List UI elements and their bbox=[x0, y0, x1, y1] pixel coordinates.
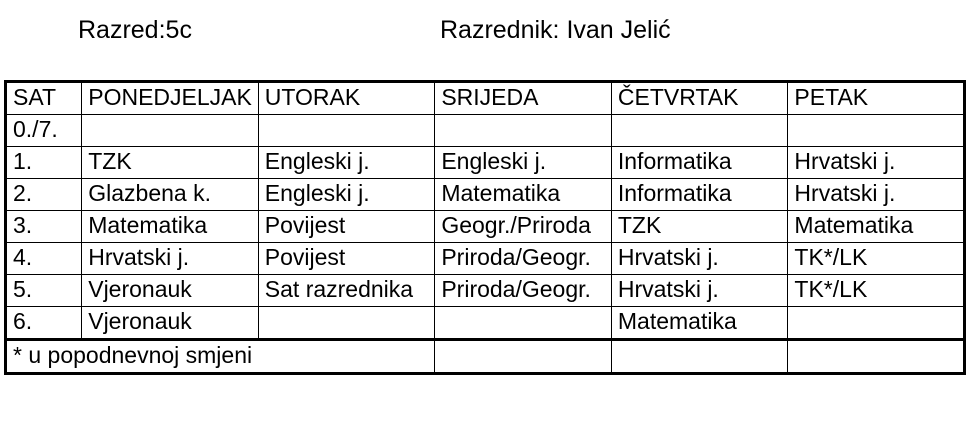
footnote-blank-friday bbox=[788, 340, 965, 374]
column-header-sat: SAT bbox=[6, 82, 82, 115]
footnote-blank-thursday bbox=[611, 340, 788, 374]
cell-tuesday: Engleski j. bbox=[258, 147, 435, 179]
cell-friday: Hrvatski j. bbox=[788, 147, 965, 179]
cell-thursday: TZK bbox=[611, 211, 788, 243]
cell-thursday: Matematika bbox=[611, 307, 788, 340]
footnote-text: * u popodnevnoj smjeni bbox=[6, 340, 435, 374]
table-header-row bbox=[6, 82, 965, 115]
cell-friday: TK*/LK bbox=[788, 243, 965, 275]
column-header-friday: PETAK bbox=[788, 82, 965, 115]
row-hour: 0./7. bbox=[6, 115, 82, 147]
cell-thursday: Informatika bbox=[611, 179, 788, 211]
cell-wednesday: Priroda/Geogr. bbox=[435, 275, 612, 307]
table-row bbox=[6, 115, 965, 147]
cell-friday bbox=[788, 115, 965, 147]
cell-monday: Glazbena k. bbox=[82, 179, 259, 211]
cell-wednesday: Geogr./Priroda bbox=[435, 211, 612, 243]
cell-friday: TK*/LK bbox=[788, 275, 965, 307]
cell-thursday: Hrvatski j. bbox=[611, 243, 788, 275]
table-row bbox=[6, 307, 965, 340]
footnote-row bbox=[6, 340, 965, 374]
row-hour: 2. bbox=[6, 179, 82, 211]
cell-wednesday: Priroda/Geogr. bbox=[435, 243, 612, 275]
table-row bbox=[6, 179, 965, 211]
timetable bbox=[4, 80, 966, 375]
cell-tuesday: Engleski j. bbox=[258, 179, 435, 211]
table-row bbox=[6, 211, 965, 243]
cell-tuesday bbox=[258, 307, 435, 340]
cell-thursday: Hrvatski j. bbox=[611, 275, 788, 307]
cell-monday: Matematika bbox=[82, 211, 259, 243]
cell-monday: Vjeronauk bbox=[82, 275, 259, 307]
cell-wednesday: Engleski j. bbox=[435, 147, 612, 179]
row-hour: 3. bbox=[6, 211, 82, 243]
column-header-wednesday: SRIJEDA bbox=[435, 82, 612, 115]
cell-tuesday bbox=[258, 115, 435, 147]
table-row bbox=[6, 275, 965, 307]
cell-monday: Vjeronauk bbox=[82, 307, 259, 340]
cell-friday: Hrvatski j. bbox=[788, 179, 965, 211]
cell-tuesday: Povijest bbox=[258, 243, 435, 275]
column-header-thursday: ČETVRTAK bbox=[611, 82, 788, 115]
cell-monday: Hrvatski j. bbox=[82, 243, 259, 275]
row-hour: 5. bbox=[6, 275, 82, 307]
cell-friday bbox=[788, 307, 965, 340]
footnote-blank-wednesday bbox=[435, 340, 612, 374]
cell-tuesday: Povijest bbox=[258, 211, 435, 243]
row-hour: 4. bbox=[6, 243, 82, 275]
document-header bbox=[0, 8, 972, 60]
cell-friday: Matematika bbox=[788, 211, 965, 243]
cell-monday: TZK bbox=[82, 147, 259, 179]
table-row bbox=[6, 147, 965, 179]
cell-thursday: Informatika bbox=[611, 147, 788, 179]
cell-monday bbox=[82, 115, 259, 147]
cell-wednesday bbox=[435, 307, 612, 340]
row-hour: 1. bbox=[6, 147, 82, 179]
column-header-tuesday: UTORAK bbox=[258, 82, 435, 115]
cell-wednesday bbox=[435, 115, 612, 147]
class-label: Razred:5c bbox=[78, 16, 192, 44]
column-header-monday: PONEDJELJAK bbox=[82, 82, 259, 115]
cell-tuesday: Sat razrednika bbox=[258, 275, 435, 307]
cell-wednesday: Matematika bbox=[435, 179, 612, 211]
cell-thursday bbox=[611, 115, 788, 147]
row-hour: 6. bbox=[6, 307, 82, 340]
table-row bbox=[6, 243, 965, 275]
homeroom-teacher-label: Razrednik: Ivan Jelić bbox=[440, 16, 671, 44]
